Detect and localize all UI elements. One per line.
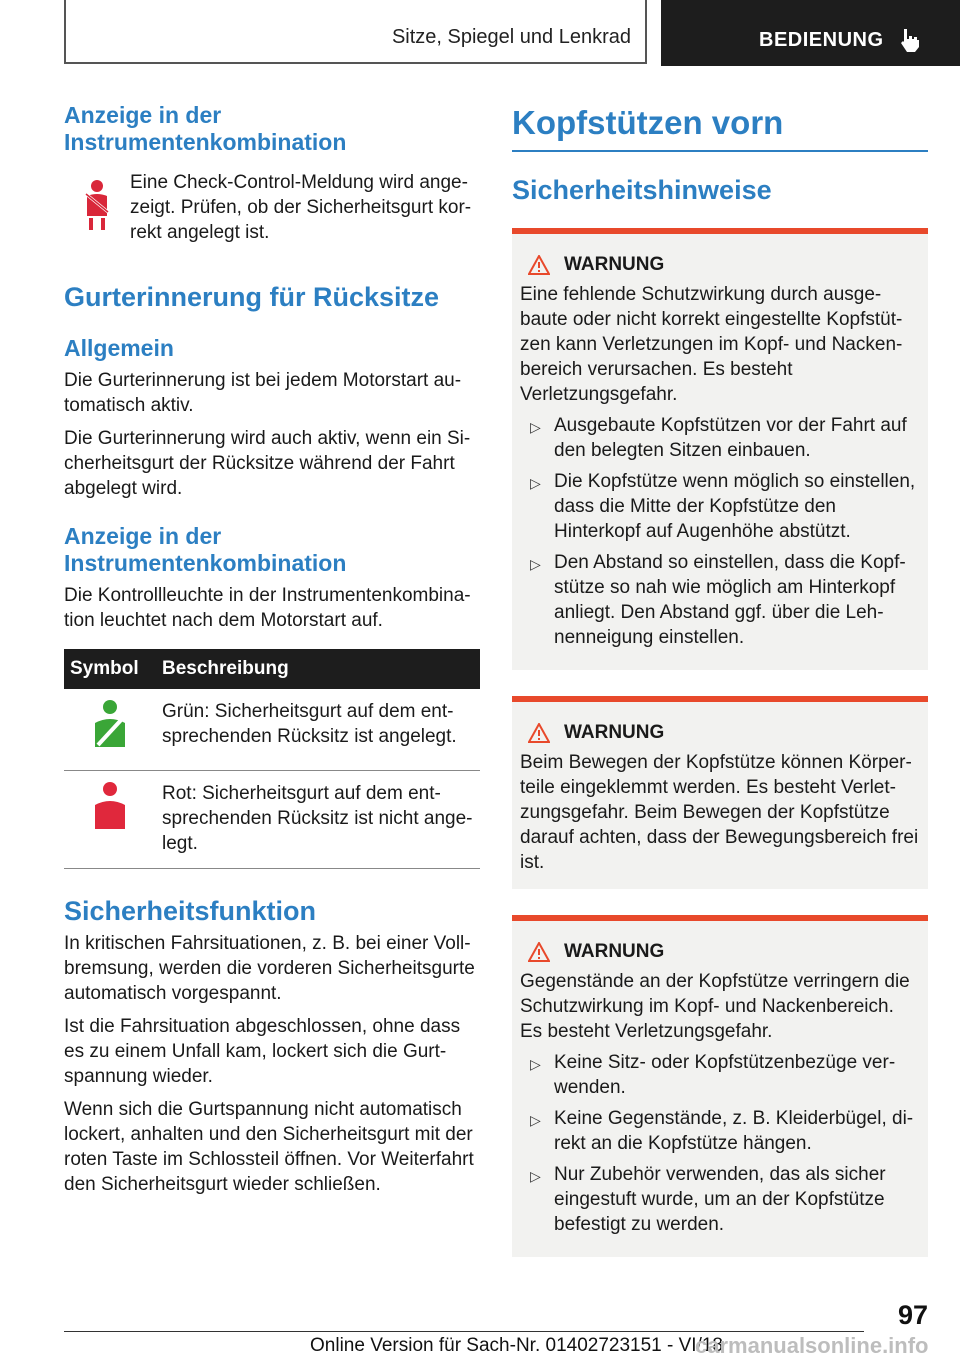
- warning-box: [512, 696, 928, 889]
- seatbelt-red-icon: [90, 781, 130, 833]
- heading-anzeige-1: Anzeige in der Instrumentenkombination: [64, 102, 347, 155]
- footer-divider: [64, 1331, 864, 1332]
- table-header-symbol: Symbol: [64, 649, 156, 689]
- table-header-description: Beschreibung: [156, 649, 480, 689]
- table-row: [64, 771, 480, 869]
- warning-text: Beim Bewegen der Kopfstütze können Körperteile eingeklemmt werden. Es besteht Verletzungsgefahr. Beim Bewegen der Kopfstütze darauf achten, dass der Bewegungsbereich frei ist.: [520, 752, 919, 873]
- warning-title: WARNUNG: [564, 941, 665, 962]
- table-cell-description: Rot: Sicherheitsgurt auf dem entsprechenden Rücksitz ist nicht angelegt.: [156, 771, 480, 869]
- warning-text: Gegenstände an der Kopfstütze verringern die Schutzwirkung im Kopf- und Nackenbereich. Es besteht Verletzungsgefahr.: [520, 971, 910, 1042]
- list-bullet-icon: ▷: [530, 1168, 541, 1184]
- right-column: [512, 102, 928, 1257]
- warning-text: Eine fehlende Schutzwirkung durch ausgebaute oder nicht korrekt eingestellte Kopfstützen kann Verletzungen im Kopf- und Nackenbereich verursachen. Es besteht Verletzungsgefahr.: [520, 284, 903, 405]
- list-bullet-icon: ▷: [530, 556, 541, 572]
- list-item: ▷ Keine Gegenstände, z. B. Kleiderbügel, direkt an die Kopfstütze hängen.: [520, 1106, 920, 1156]
- symbol-table: [64, 649, 480, 869]
- watermark: carmanualsonline.info: [695, 1333, 929, 1358]
- warning-triangle-icon: [528, 723, 550, 743]
- warning-box: [512, 915, 928, 1257]
- heading-anzeige-2: Anzeige in der Instrumentenkombination: [64, 523, 347, 576]
- warning-triangle-icon: [528, 255, 550, 275]
- list-bullet-icon: ▷: [530, 1056, 541, 1072]
- heading-kopfstuetzen: Kopfstützen vorn: [512, 104, 784, 141]
- warning-title: WARNUNG: [564, 722, 665, 743]
- list-bullet-icon: ▷: [530, 419, 541, 435]
- list-bullet-icon: ▷: [530, 475, 541, 491]
- table-cell-description: Grün: Sicherheitsgurt auf dem entsprechenden Rücksitz ist angelegt.: [156, 689, 480, 771]
- list-item: ▷ Die Kopfstütze wenn möglich so einstellen, dass die Mitte der Kopfstütze den Hinterkopf auf Augenhöhe abstützt.: [520, 469, 920, 544]
- heading-gurterinnerung: Gurterinnerung für Rücksitze: [64, 282, 440, 312]
- warning-title: WARNUNG: [564, 254, 665, 275]
- section-tab[interactable]: [661, 0, 960, 66]
- chapter-title-box: [64, 0, 647, 64]
- sicherheitsfunktion-paragraph-2: Ist die Fahrsituation abgeschlossen, ohne dass es zu einem Unfall kam, lockert sich die Gurtspannung wieder.: [64, 1016, 461, 1087]
- seatbelt-green-icon: [90, 699, 130, 751]
- warning-list: [520, 413, 920, 650]
- heading-rule: [512, 150, 928, 152]
- page-number: 97: [898, 1300, 929, 1330]
- check-control-row: [64, 170, 480, 245]
- list-item: ▷ Keine Sitz- oder Kopfstützenbezüge verwenden.: [520, 1050, 920, 1100]
- list-item: ▷ Nur Zubehör verwenden, das als sicher eingestuft wurde, um an der Kopfstütze befestigt zu werden.: [520, 1162, 920, 1237]
- seatbelt-warning-icon: [64, 170, 130, 245]
- sicherheitsfunktion-paragraph-3: Wenn sich die Gurtspannung nicht automatisch lockert, anhalten und den Sicherheitsgurt mit der roten Taste im Schlossteil öffnen. Vor Weiterfahrt den Sicherheitsgurt wieder schließen.: [64, 1099, 474, 1195]
- allgemein-paragraph-2: Die Gurterinnerung wird auch aktiv, wenn ein Sicherheitsgurt der Rücksitze während der Fahrt abgelegt wird.: [64, 428, 471, 499]
- heading-sicherheitsfunktion: Sicherheitsfunktion: [64, 896, 317, 926]
- list-item: ▷ Ausgebaute Kopfstützen vor der Fahrt auf den belegten Sitzen einbauen.: [520, 413, 920, 463]
- footer-version-text: Online Version für Sach-Nr. 01402723151 - VI/18: [310, 1335, 723, 1356]
- anzeige-2-paragraph: Die Kontrollleuchte in der Instrumentenkombination leuchtet nach dem Motorstart auf.: [64, 585, 471, 631]
- section-tab-label: BEDIENUNG: [759, 29, 884, 51]
- heading-allgemein: Allgemein: [64, 335, 174, 361]
- warning-triangle-icon: [528, 942, 550, 962]
- chapter-title: Sitze, Spiegel und Lenkrad: [391, 26, 631, 48]
- heading-sicherheitshinweise: Sicherheitshinweise: [512, 175, 772, 205]
- list-item: ▷ Den Abstand so einstellen, dass die Kopfstütze so nah wie möglich am Hinterkopf anliegt. Den Abstand ggf. über die Lehnenneigung einstellen.: [520, 550, 920, 650]
- left-column: [64, 102, 480, 1197]
- table-row: [64, 689, 480, 771]
- warning-list: [520, 1050, 920, 1237]
- warning-box: [512, 228, 928, 670]
- list-bullet-icon: ▷: [530, 1112, 541, 1128]
- check-control-text: Eine Check-Control-Meldung wird angezeigt. Prüfen, ob der Sicherheitsgurt korrekt angelegt ist.: [130, 172, 472, 243]
- allgemein-paragraph-1: Die Gurterinnerung ist bei jedem Motorstart automatisch aktiv.: [64, 370, 462, 416]
- sicherheitsfunktion-paragraph-1: In kritischen Fahrsituationen, z. B. bei einer Vollbremsung, werden die vorderen Sicherheitsgurte automatisch vorgespannt.: [64, 933, 475, 1004]
- page-header: [0, 0, 960, 66]
- hand-pointer-icon: [898, 27, 924, 53]
